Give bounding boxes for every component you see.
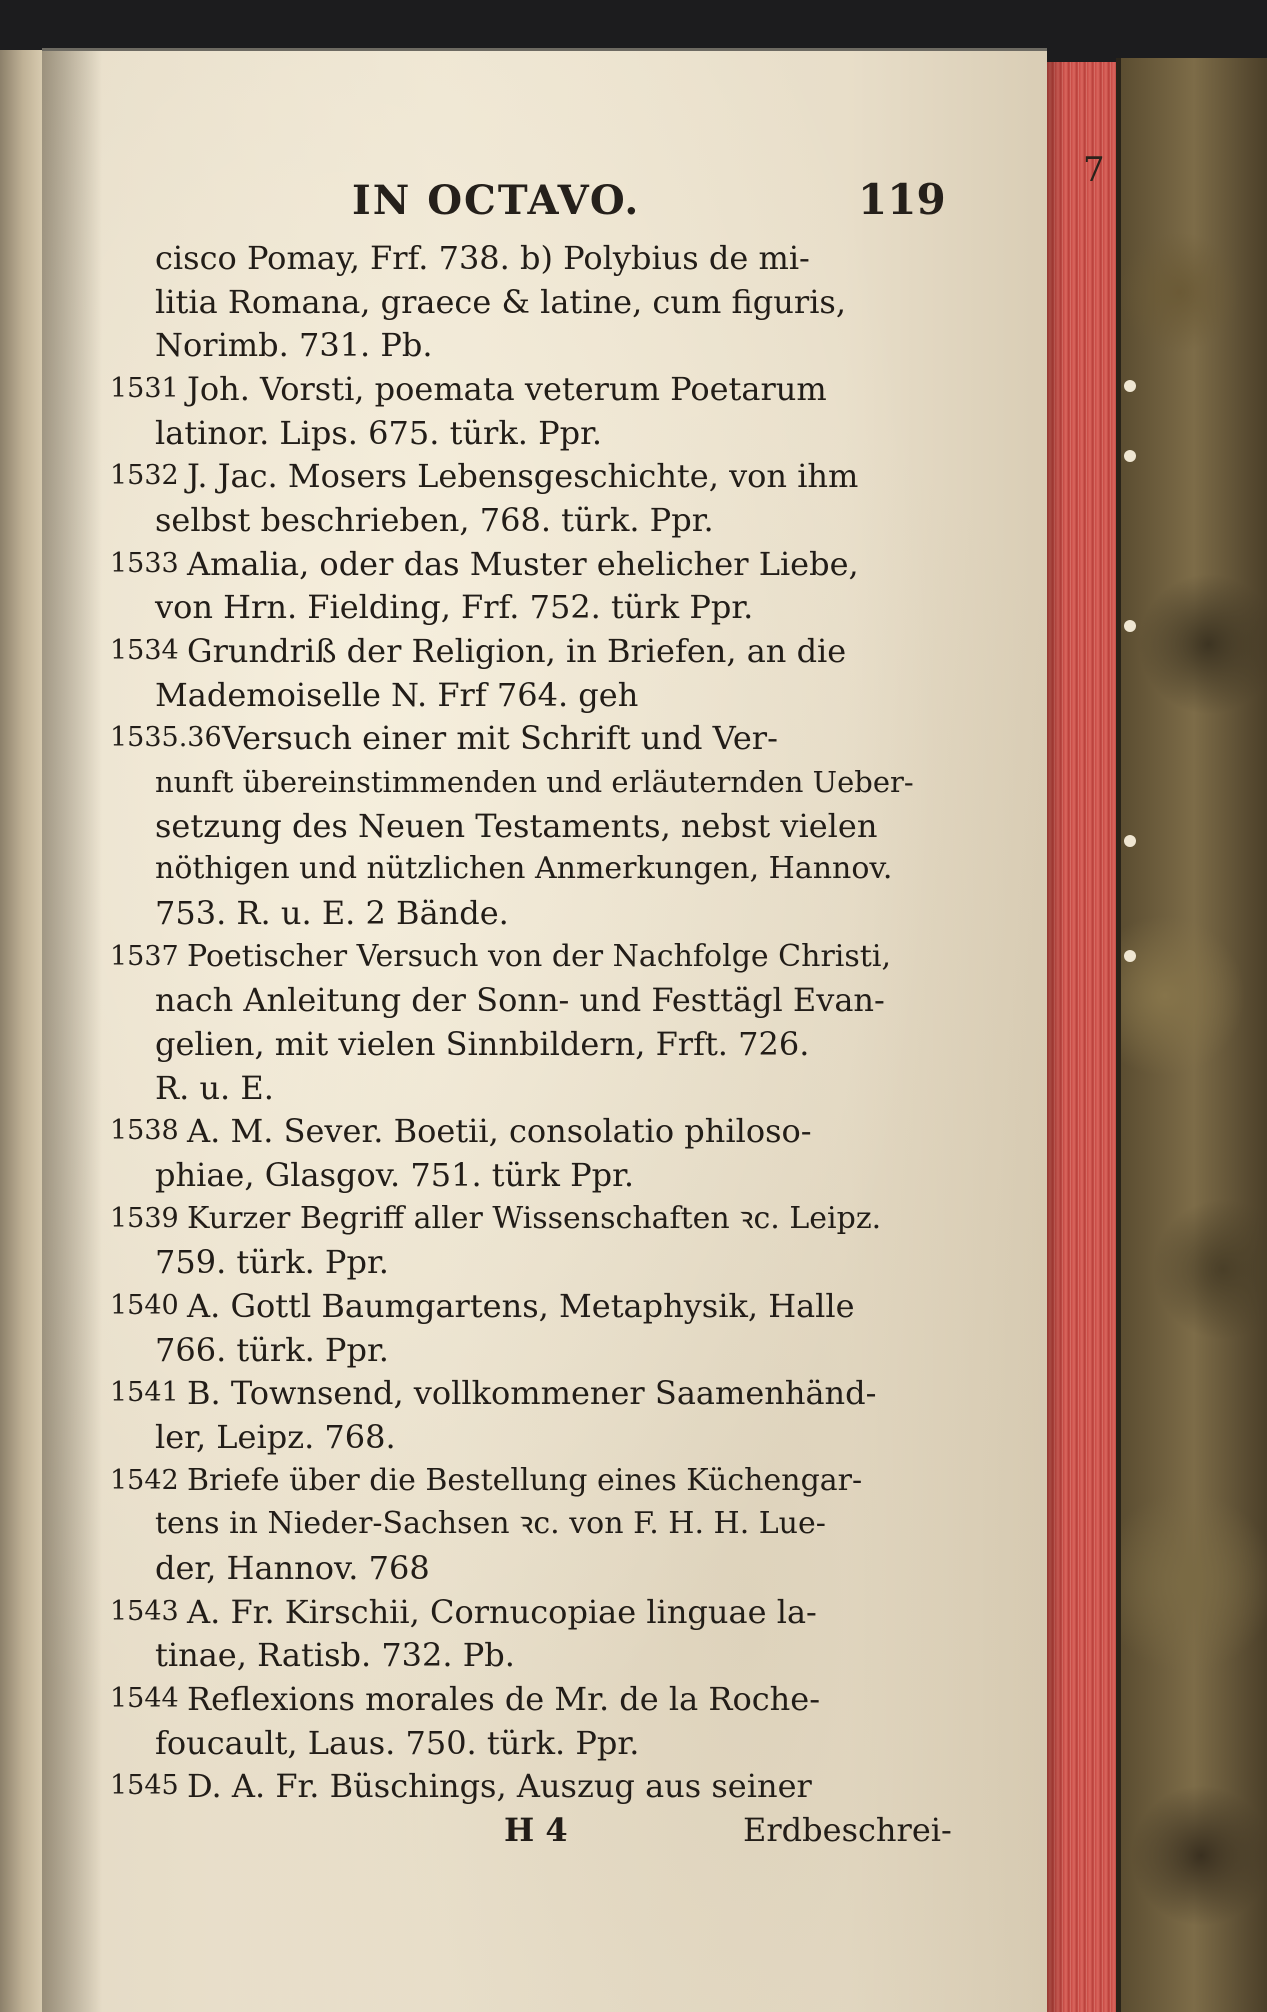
text-line: 766. türk. Ppr. xyxy=(155,1331,389,1369)
catalogue-entry xyxy=(42,716,1047,760)
entry-text: Amalia, oder das Muster ehelicher Liebe, xyxy=(187,545,859,583)
text-line: Norimb. 731. Pb. xyxy=(155,326,433,364)
text-line: tens in Nieder-Sachsen ꝛc. von F. H. H. Lue- xyxy=(155,1506,826,1541)
catalogue-entry xyxy=(42,367,1047,411)
running-title: IN OCTAVO. xyxy=(352,177,641,224)
entry-text: B. Townsend, vollkommener Saamenhänd- xyxy=(187,1374,877,1412)
catalogue-entry xyxy=(42,1764,1047,1808)
entry-number: 1541 xyxy=(110,1377,179,1408)
page-header xyxy=(42,177,1047,237)
entry-number: 1539 xyxy=(110,1203,179,1234)
text-line: Mademoiselle N. Frf 764. geh xyxy=(155,676,639,714)
entry-text: Kurzer Begriff aller Wissenschaften ꝛc. Leipz. xyxy=(187,1201,882,1236)
entry-text: J. Jac. Mosers Lebensgeschichte, von ihm xyxy=(187,457,859,495)
text-line: latinor. Lips. 675. türk. Ppr. xyxy=(155,414,603,452)
cover-speck xyxy=(1124,835,1136,847)
text-line: nöthigen und nützlichen Anmerkungen, Hannov. xyxy=(155,851,893,886)
entry-text: D. A. Fr. Büschings, Auszug aus seiner xyxy=(187,1767,812,1805)
cover-speck xyxy=(1124,620,1136,632)
catchword: Erdbeschrei- xyxy=(743,1811,952,1849)
cover-speck xyxy=(1124,380,1136,392)
cover-speck xyxy=(1124,450,1136,462)
entry-text: A. M. Sever. Boetii, consolatio philoso- xyxy=(187,1112,812,1150)
entry-number: 1533 xyxy=(110,548,179,579)
text-line: 759. türk. Ppr. xyxy=(155,1243,389,1281)
text-line: setzung des Neuen Testaments, nebst vielen xyxy=(155,807,878,845)
entry-text: Poetischer Versuch von der Nachfolge Christi, xyxy=(187,939,891,974)
page-footer xyxy=(42,1808,1047,1852)
entry-text: Joh. Vorsti, poemata veterum Poetarum xyxy=(187,370,827,408)
catalogue-entry xyxy=(42,629,1047,673)
entry-number: 1545 xyxy=(110,1770,179,1801)
text-line: von Hrn. Fielding, Frf. 752. türk Ppr. xyxy=(155,588,754,626)
catalogue-entry xyxy=(42,1371,1047,1415)
entry-text: A. Fr. Kirschii, Cornucopiae linguae la- xyxy=(187,1593,817,1631)
left-page-edge xyxy=(0,50,42,2012)
book-page xyxy=(42,48,1047,2012)
entry-number: 1538 xyxy=(110,1115,179,1146)
catalogue-entry xyxy=(42,1677,1047,1721)
text-line: 753. R. u. E. 2 Bände. xyxy=(155,894,509,932)
edge-character: 7 xyxy=(1083,150,1105,190)
text-line: R. u. E. xyxy=(155,1069,274,1107)
catalogue-entry xyxy=(42,542,1047,586)
entry-number: 1534 xyxy=(110,635,179,666)
text-line: foucault, Laus. 750. türk. Ppr. xyxy=(155,1724,640,1762)
page-number: 119 xyxy=(858,175,946,224)
text-line: tinae, Ratisb. 732. Pb. xyxy=(155,1636,515,1674)
catalogue-entry xyxy=(42,935,1047,979)
catalogue-entry xyxy=(42,1590,1047,1634)
entry-number: 1544 xyxy=(110,1683,179,1714)
cover-speck xyxy=(1124,950,1136,962)
red-edge-shadow xyxy=(1047,62,1065,2012)
text-line: gelien, mit vielen Sinnbildern, Frft. 726. xyxy=(155,1025,810,1063)
catalogue-entry xyxy=(42,1197,1047,1241)
catalogue-entry xyxy=(42,1459,1047,1503)
text-line: der, Hannov. 768 xyxy=(155,1549,430,1587)
text-line: nach Anleitung der Sonn- und Festtägl Evan- xyxy=(155,981,885,1019)
text-line: ler, Leipz. 768. xyxy=(155,1418,396,1456)
text-line: nunft übereinstimmenden und erläuternden Ueber- xyxy=(155,765,914,799)
text-line: litia Romana, graece & latine, cum figuris, xyxy=(155,283,847,321)
text-line: phiae, Glasgov. 751. türk Ppr. xyxy=(155,1156,635,1194)
catalogue-entry xyxy=(42,1109,1047,1153)
entry-number: 1535.36 xyxy=(110,722,222,753)
signature-mark: H 4 xyxy=(504,1811,568,1849)
entry-text: Versuch einer mit Schrift und Ver- xyxy=(222,719,778,757)
entry-number: 1531 xyxy=(110,373,179,404)
entry-number: 1540 xyxy=(110,1290,179,1321)
text-line: selbst beschrieben, 768. türk. Ppr. xyxy=(155,501,714,539)
entry-text: A. Gottl Baumgartens, Metaphysik, Halle xyxy=(187,1287,855,1325)
catalogue-entry xyxy=(42,1284,1047,1328)
catalogue-entry xyxy=(42,454,1047,498)
entry-text: Reflexions morales de Mr. de la Roche- xyxy=(187,1680,821,1718)
entry-text: Grundriß der Religion, in Briefen, an die xyxy=(187,632,847,670)
entry-text: Briefe über die Bestellung eines Küchengar- xyxy=(187,1463,863,1498)
entry-number: 1537 xyxy=(110,941,179,972)
entry-number: 1532 xyxy=(110,460,179,491)
marbled-cover xyxy=(1121,58,1267,2012)
entry-number: 1542 xyxy=(110,1465,179,1496)
text-line: cisco Pomay, Frf. 738. b) Polybius de mi- xyxy=(155,239,810,277)
entry-number: 1543 xyxy=(110,1596,179,1627)
